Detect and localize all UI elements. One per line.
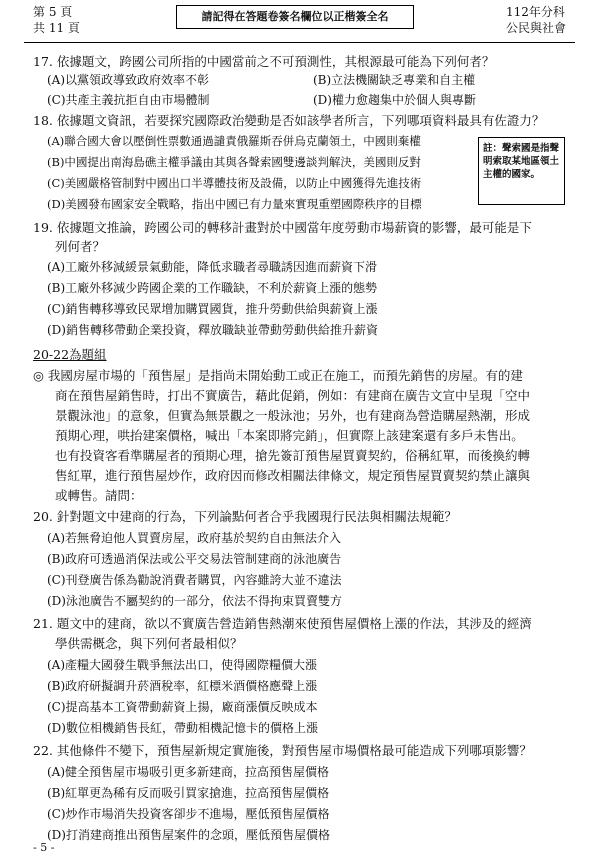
q21-stem-line1: 21. 題文中的建商，欲以不實廣告營造銷售熱潮來使預售屋價格上漲的作法，其涉及的經濟 [33, 616, 532, 631]
q18-option-a: (A)聯合國大會以壓倒性票數通過譴責俄羅斯吞併烏克蘭領土，中國則棄權 [47, 134, 421, 148]
page-number: 第 5 頁 [33, 5, 73, 19]
q17-option-d: (D)權力愈趨集中於個人與專斷 [313, 93, 476, 107]
signature-banner: 請記得在答題卷簽名欄位以正楷簽全名 [176, 5, 414, 29]
q17-option-a: (A)以黨領政導致政府效率不彰 [47, 73, 210, 87]
exam-year: 112年分科 [506, 5, 565, 19]
q21-option-a: (A)產糧大國發生戰爭無法出口，使得國際糧價大漲 [47, 658, 318, 672]
passage-line-4: 預期心理，哄抬建案價格，喊出「本案即將完銷」，但實際上該建案還有多戶未售出。 [55, 428, 524, 443]
q21-option-d: (D)數位相機銷售長紅，帶動相機記憶卡的價格上漲 [47, 721, 318, 735]
q18-option-c: (C)美國嚴格管制對中國出口半導體技術及設備，以防止中國獲得先進技術 [47, 176, 422, 190]
q22-option-d: (D)打消建商推出預售屋案件的念頭，壓低預售屋價格 [47, 828, 330, 842]
q21-stem-line2: 學供需概念，與下列何者最相似？ [55, 636, 243, 651]
q17-option-c: (C)共產主義抗拒自由市場體制 [47, 93, 210, 107]
q19-option-a: (A)工廠外移減緩景氣動能，降低求職者尋職誘因進而薪資下滑 [47, 260, 378, 274]
q22-stem: 22. 其他條件不變下，預售屋新規定實施後，對預售屋市場價格最可能造成下列哪項影響？ [33, 743, 532, 758]
q18-option-d: (D)美國發布國家安全戰略，指出中國已有力量來實現重塑國際秩序的目標 [47, 197, 422, 211]
q20-option-a: (A)若無脅迫他人買賣房屋，政府基於契約自由無法介入 [47, 531, 342, 545]
exam-subject: 公民與社會 [506, 21, 567, 35]
q19-stem-line2: 列何者？ [55, 239, 106, 254]
q20-option-d: (D)泳池廣告不屬契約的一部分，依法不得拘束買賣雙方 [47, 594, 342, 608]
q19-option-b: (B)工廠外移減少跨國企業的工作職缺，不利於薪資上漲的態勢 [47, 281, 378, 295]
q18-stem: 18. 依據題文資訊，若要探究國際政治變動是否如該學者所言，下列哪項資料最具有佐證力？ [33, 113, 545, 128]
group-heading: 20-22為題組 [33, 347, 107, 362]
q21-option-b: (B)政府研擬調升菸酒稅率，紅標米酒價格應聲上漲 [47, 679, 318, 693]
q21-option-c: (C)提高基本工資帶動薪資上揚，廠商漲價反映成本 [47, 700, 318, 714]
page-total: 共 11 頁 [33, 21, 80, 35]
passage-line-5: 也有投資客看準購屋者的預期心理，搶先簽訂預售屋買賣契約，俗稱紅單，而後換約轉 [55, 448, 531, 463]
q18-footnote: 註：聲索國是指聲明索取某地區領土主權的國家。 [478, 137, 565, 205]
header-rule [24, 42, 575, 43]
passage-line-1: ◎ 我國房屋市場的「預售屋」是指尚未開始動工或正在施工，而預先銷售的房屋。有的建 [33, 368, 523, 383]
page-footer: - 5 - [33, 841, 55, 854]
q18-option-b: (B)中國提出南海島礁主權爭議由其與各聲索國雙邊談判解決，美國則反對 [47, 155, 421, 169]
q17-option-b: (B)立法機關缺乏專業和自主權 [313, 73, 476, 87]
q17-stem: 17. 依據題文，跨國公司所指的中國當前之不可預測性，其根源最可能為下列何者？ [33, 54, 495, 69]
q20-stem: 20. 針對題文中建商的行為，下列論點何者合乎我國現行民法與相關法規範？ [33, 509, 457, 524]
q22-option-c: (C)炒作市場消失投資客卻步不進場，壓低預售屋價格 [47, 807, 330, 821]
passage-line-7: 或轉售。請問： [55, 488, 143, 503]
q19-option-c: (C)銷售轉移導致民眾增加購買國貨，推升勞動供給與薪資上漲 [47, 302, 378, 316]
q20-option-b: (B)政府可透過消保法或公平交易法管制建商的泳池廣告 [47, 552, 342, 566]
q22-option-a: (A)健全預售屋市場吸引更多新建商，拉高預售屋價格 [47, 765, 330, 779]
q20-option-c: (C)刊登廣告係為勸說消費者購買，內容雖誇大並不違法 [47, 573, 342, 587]
q22-option-b: (B)紅單更為稀有反而吸引買家搶進，拉高預售屋價格 [47, 786, 330, 800]
q19-stem-line1: 19. 依據題文推論，跨國公司的轉移計畫對於中國當年度勞動市場薪資的影響，最可能是下 [33, 220, 532, 235]
q19-option-d: (D)銷售轉移帶動企業投資，釋放職缺並帶動勞動供給推升薪資 [47, 323, 378, 337]
passage-line-3: 景觀泳池」的意象，但實為無景觀之一般泳池；另外，也有建商為營造購屋熱潮，形成 [55, 408, 531, 423]
passage-line-2: 商在預售屋銷售時，打出不實廣告，藉此促銷，例如：有建商在廣告文宣中呈現「空中 [55, 388, 531, 403]
passage-line-6: 售紅單，進行預售屋炒作，政府因而修改相關法律條文，規定預售屋買賣契約禁止讓與 [55, 468, 531, 483]
